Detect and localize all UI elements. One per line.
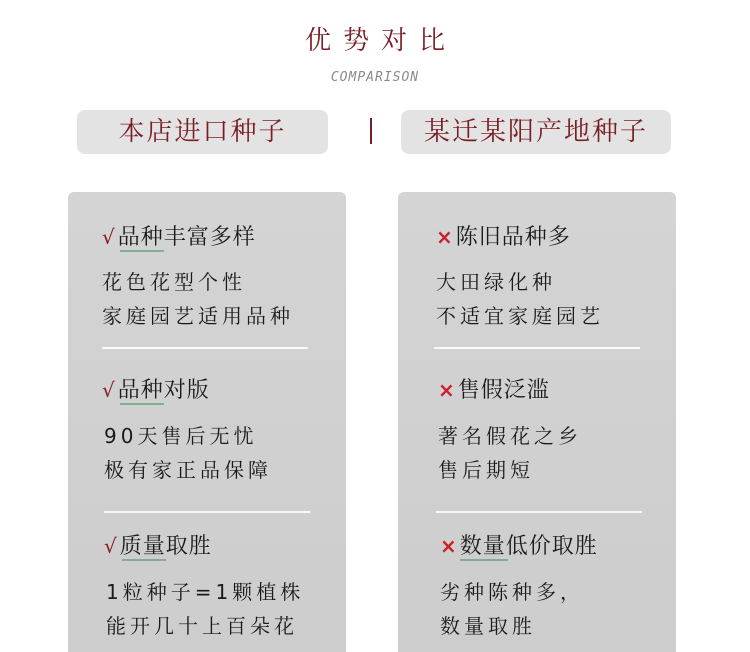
advantage-3-line-2: 能开几十上百朵花 <box>106 614 298 638</box>
section-separator <box>434 347 640 349</box>
label-divider <box>370 118 372 144</box>
section-separator <box>102 347 308 349</box>
advantage-1-line-2: 家庭园艺适用品种 <box>102 304 294 328</box>
cross-icon: × <box>436 225 454 249</box>
cross-icon: × <box>438 378 456 402</box>
advantage-2-line-1: 90天售后无忧 <box>104 424 258 448</box>
cross-icon: × <box>440 534 458 558</box>
our-advantages-card <box>68 192 346 652</box>
advantage-2-line-2: 极有家正品保障 <box>104 458 272 482</box>
highlight-underline <box>122 559 166 561</box>
advantage-heading-1: √品种丰富多样 <box>102 225 256 250</box>
section-title: 优势对比 <box>304 26 457 56</box>
advantage-3-line-1: 1粒种子=1颗植株 <box>106 580 305 604</box>
drawback-heading-2: ×售假泛滥 <box>438 378 550 403</box>
advantage-heading-3: √质量取胜 <box>104 534 212 559</box>
section-separator <box>104 511 310 513</box>
competitor-seeds-label: 某迁某阳产地种子 <box>401 110 671 154</box>
check-icon: √ <box>102 378 116 402</box>
advantage-1-line-1: 花色花型个性 <box>102 270 246 294</box>
drawback-3-line-1: 劣种陈种多， <box>440 580 584 604</box>
drawback-2-line-1: 著名假花之乡 <box>438 424 582 448</box>
highlight-underline <box>120 250 164 252</box>
advantage-heading-2: √品种对版 <box>102 378 210 403</box>
drawback-2-line-2: 售后期短 <box>438 458 534 482</box>
competitor-drawbacks-card <box>398 192 676 652</box>
check-icon: √ <box>102 225 116 249</box>
our-seeds-label: 本店进口种子 <box>77 110 328 154</box>
highlight-underline <box>120 403 164 405</box>
drawback-heading-1: ×陈旧品种多 <box>436 225 571 250</box>
drawback-1-line-1: 大田绿化种 <box>436 270 556 294</box>
drawback-1-line-2: 不适宜家庭园艺 <box>436 304 604 328</box>
drawback-heading-3: ×数量低价取胜 <box>440 534 598 559</box>
highlight-underline <box>460 559 508 561</box>
section-subtitle: COMPARISON <box>330 70 420 85</box>
drawback-3-line-2: 数量取胜 <box>440 614 536 638</box>
section-separator <box>436 511 642 513</box>
check-icon: √ <box>104 534 118 558</box>
